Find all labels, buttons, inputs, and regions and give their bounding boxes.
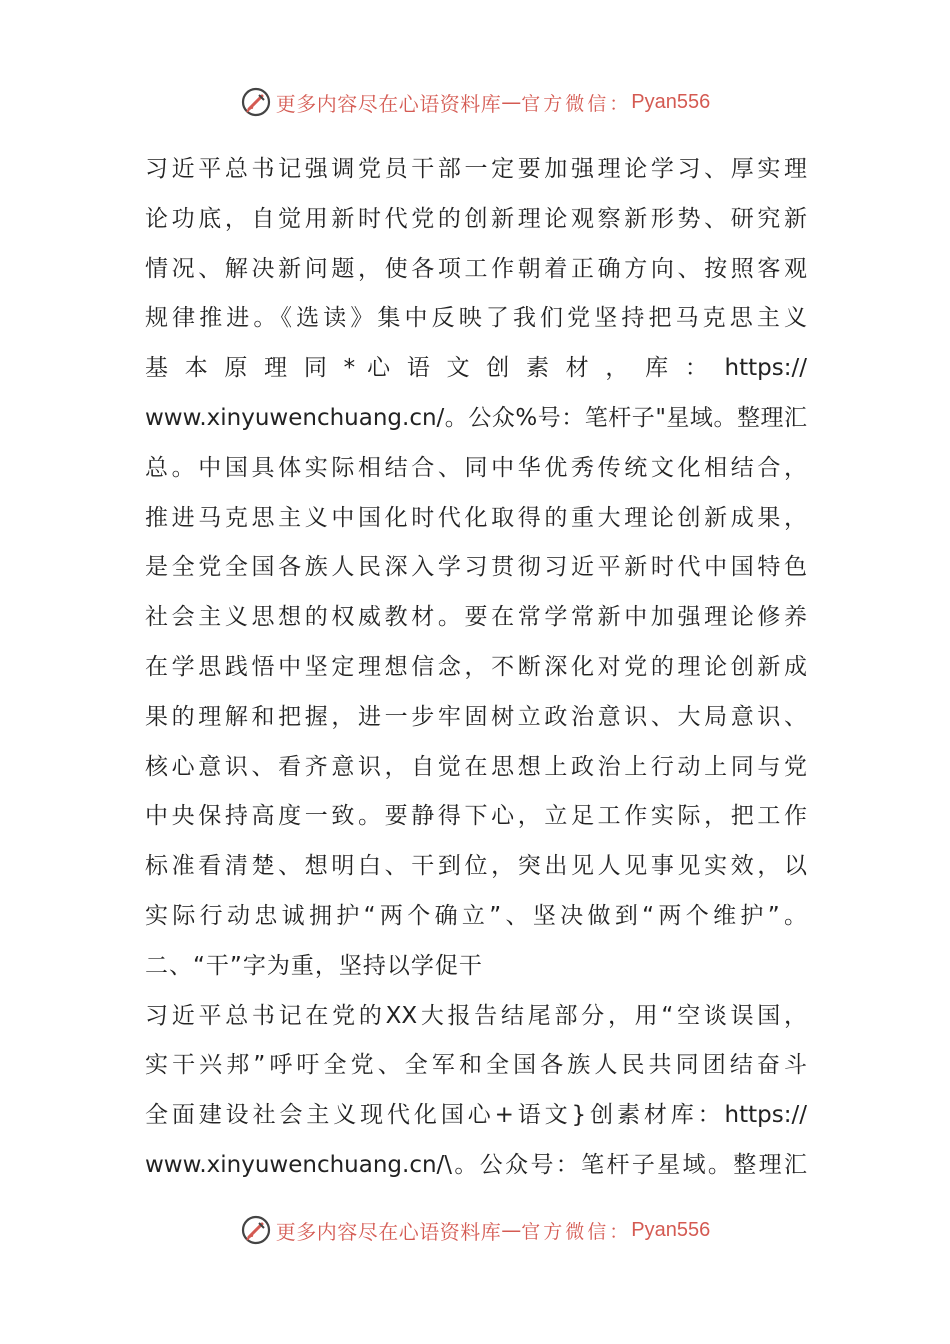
text-line: 实干兴邦”呼吁全党、全军和全国各族人民共同团结奋斗 (145, 1052, 807, 1079)
header-brand: 更多内容尽在心语资料库 (275, 91, 502, 116)
footer-contact-label: 官方微信： (521, 1220, 632, 1243)
text-line: 社会主义思想的权威教材。要在常学常新中加强理论修养 (145, 604, 807, 631)
section-heading: 二、“干”字为重，坚持以学促干 (145, 952, 483, 979)
header-contact-label: 官方微信： (521, 92, 632, 115)
text-line: 中央保持高度一致。要静得下心，立足工作实际，把工作 (145, 803, 807, 830)
text-line: 标准看清楚、想明白、干到位，突出见人见事见实效，以 (145, 853, 807, 880)
text-line: 全面建设社会主义现代化国心+语文}创素材库：https:// (145, 1102, 807, 1129)
document-body (145, 145, 807, 1191)
text-line: www.xinyuwenchuang.cn/\。公众号：笔杆子星域。整理汇 (145, 1151, 807, 1178)
text-line: 是全党全国各族人民深入学习贯彻习近平新时代中国特色 (145, 554, 807, 581)
pen-logo-icon (240, 1214, 272, 1246)
text-line: 果的理解和把握，进一步牢固树立政治意识、大局意识、 (145, 703, 807, 730)
text-line: 在学思践悟中坚定理想信念，不断深化对党的理论创新成 (145, 653, 807, 680)
text-line: 实际行动忠诚拥护“两个确立”、坚决做到“两个维护”。 (145, 902, 807, 929)
text-line: 习近平总书记强调党员干部一定要加强理论学习、厚实理 (145, 156, 807, 182)
text-line: 总。中国具体实际相结合、同中华优秀传统文化相结合， (145, 454, 807, 481)
header-dash: — (501, 90, 522, 114)
text-line: 论功底，自觉用新时代党的创新理论观察新形势、研究新 (145, 205, 807, 232)
text-line: 习近平总书记在党的XX大报告结尾部分，用“空谈误国， (145, 1002, 807, 1029)
text-line: 情况、解决新问题，使各项工作朝着正确方向、按照客观 (145, 255, 807, 282)
text-line: www.xinyuwenchuang.cn/。公众%号：笔杆子"星域。整理汇 (145, 404, 807, 431)
footer-banner (0, 1210, 950, 1250)
header-wechat-id: Pyan556 (631, 90, 711, 113)
header-banner (0, 82, 950, 122)
footer-wechat-id: Pyan556 (631, 1218, 711, 1241)
text-line: 规律推进。《选读》集中反映了我们党坚持把马克思主义 (145, 305, 807, 332)
footer-brand: 更多内容尽在心语资料库 (275, 1219, 502, 1244)
text-line: 基 本 原 理 同 * 心 语 文 创 素 材 ， 库 ： https:// (145, 355, 807, 382)
pen-logo-icon (240, 86, 272, 118)
text-line: 推进马克思主义中国化时代化取得的重大理论创新成果， (145, 504, 807, 531)
footer-dash: — (501, 1218, 522, 1242)
text-line: 核心意识、看齐意识，自觉在思想上政治上行动上同与党 (145, 753, 807, 780)
